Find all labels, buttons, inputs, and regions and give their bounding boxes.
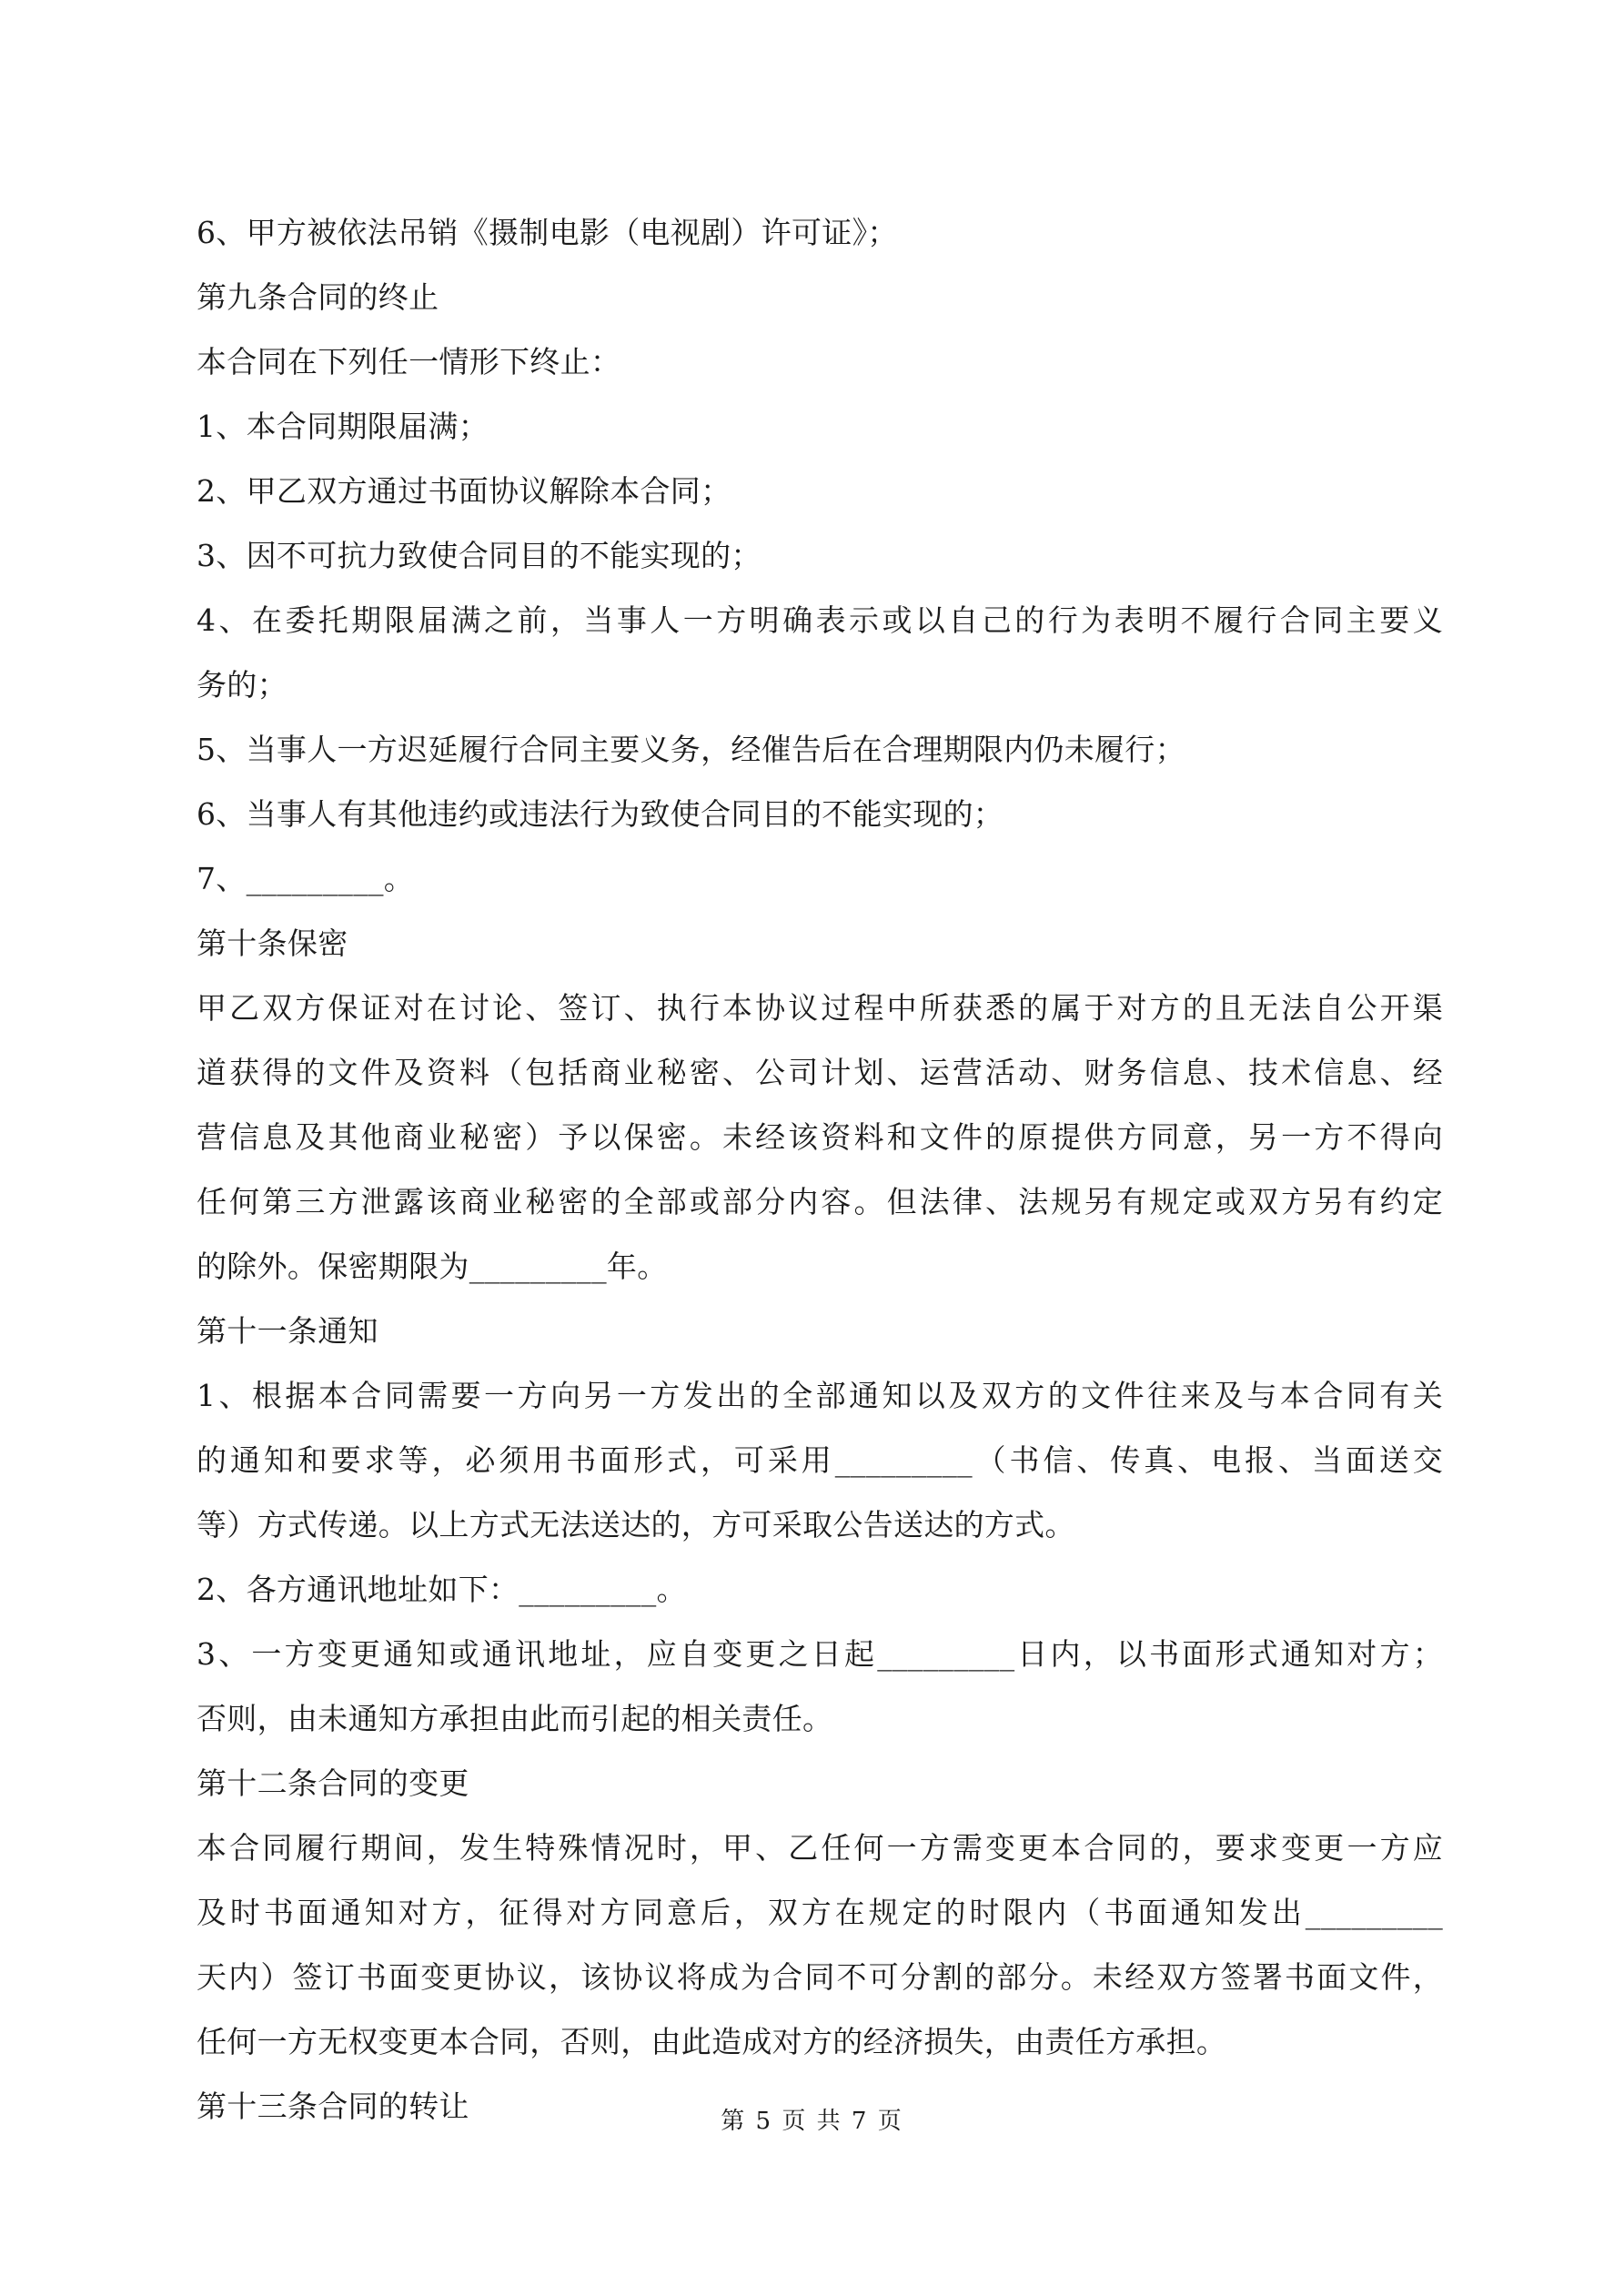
section-heading: 第十一条通知	[197, 1313, 378, 1349]
paragraph-line: 的通知和要求等，必须用书面形式，可采用_________（书信、传真、电报、当面送交	[197, 1442, 1443, 1478]
clause-item: 3、一方变更通知或通讯地址，应自变更之日起_________日内，以书面形式通知对方；	[197, 1636, 1443, 1672]
clause-item: 7、_________。	[197, 861, 415, 896]
paragraph-line: 务的；	[197, 667, 287, 703]
clause-item: 1、根据本合同需要一方向另一方发出的全部通知以及双方的文件往来及与本合同有关	[197, 1378, 1443, 1413]
paragraph-line: 营信息及其他商业秘密）予以保密。未经该资料和文件的原提供方同意，另一方不得向	[197, 1119, 1443, 1155]
clause-item: 1、本合同期限届满；	[197, 409, 489, 444]
section-heading: 第九条合同的终止	[197, 279, 439, 315]
clause-item: 6、当事人有其他违约或违法行为致使合同目的不能实现的；	[197, 796, 1004, 832]
paragraph-line: 及时书面通知对方，征得对方同意后，双方在规定的时限内（书面通知发出_________	[197, 1895, 1443, 1930]
clause-item: 5、当事人一方迟延履行合同主要义务，经催告后在合理期限内仍未履行；	[197, 732, 1185, 767]
section-heading: 第十条保密	[197, 925, 348, 961]
clause-item: 4、在委托期限届满之前，当事人一方明确表示或以自己的行为表明不履行合同主要义	[197, 602, 1443, 638]
paragraph-line: 任何第三方泄露该商业秘密的全部或部分内容。但法律、法规另有规定或双方另有约定	[197, 1184, 1443, 1219]
section-heading: 第十三条合同的转让	[197, 2089, 469, 2124]
paragraph-line: 本合同在下列任一情形下终止：	[197, 344, 621, 379]
paragraph-line: 甲乙双方保证对在讨论、签订、执行本协议过程中所获悉的属于对方的且无法自公开渠	[197, 990, 1443, 1026]
paragraph-line: 道获得的文件及资料（包括商业秘密、公司计划、运营活动、财务信息、技术信息、经	[197, 1055, 1443, 1090]
paragraph-line: 否则，由未通知方承担由此而引起的相关责任。	[197, 1701, 833, 1736]
paragraph-line: 天内）签订书面变更协议，该协议将成为合同不可分割的部分。未经双方签署书面文件，	[197, 1959, 1443, 1995]
page-number: 第 5 页 共 7 页	[721, 2108, 903, 2135]
clause-item: 3、因不可抗力致使合同目的不能实现的；	[197, 538, 762, 573]
clause-item: 2、各方通讯地址如下：_________。	[197, 1572, 687, 1607]
paragraph-line: 本合同履行期间，发生特殊情况时，甲、乙任何一方需变更本合同的，要求变更一方应	[197, 1830, 1443, 1866]
paragraph-line: 任何一方无权变更本合同，否则，由此造成对方的经济损失，由责任方承担。	[197, 2024, 1227, 2059]
clause-item: 2、甲乙双方通过书面协议解除本合同；	[197, 473, 731, 509]
clause-item: 6、甲方被依法吊销《摄制电影（电视剧）许可证》；	[197, 215, 898, 250]
section-heading: 第十二条合同的变更	[197, 1765, 469, 1801]
paragraph-line: 等）方式传递。以上方式无法送达的，方可采取公告送达的方式。	[197, 1507, 1075, 1542]
document-body	[197, 200, 1443, 2139]
paragraph-line: 的除外。保密期限为_________年。	[197, 1249, 668, 1284]
